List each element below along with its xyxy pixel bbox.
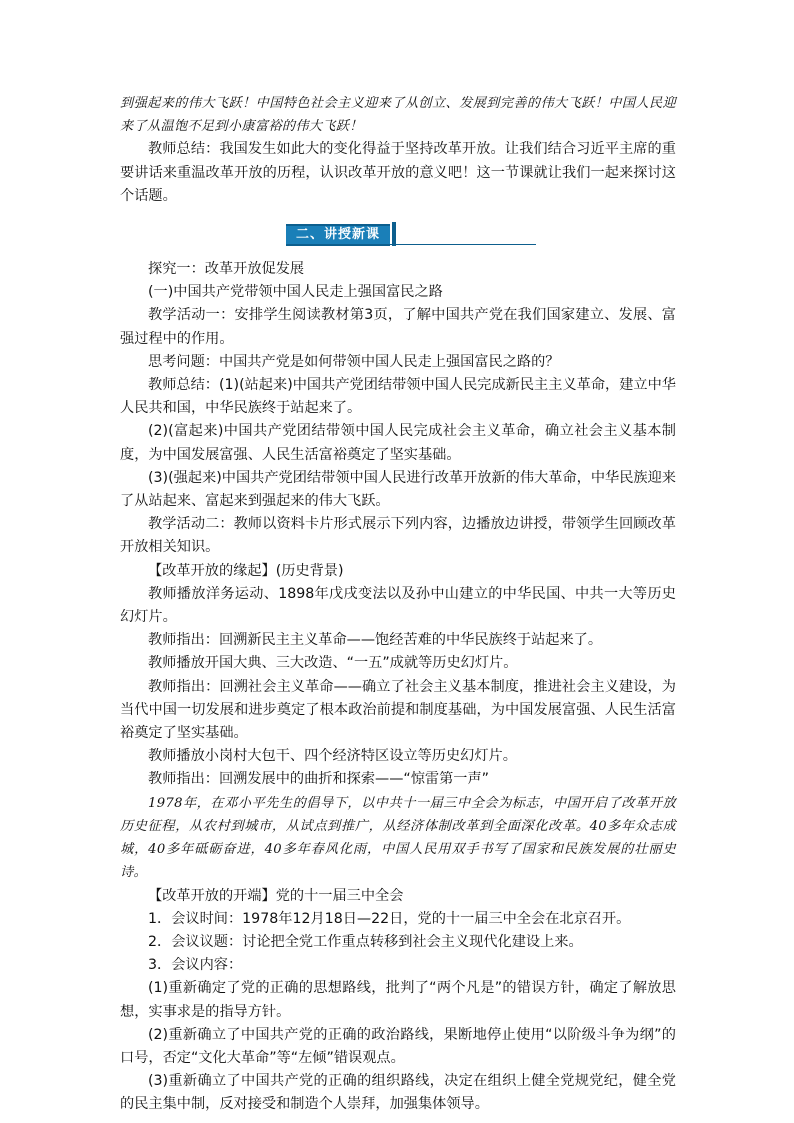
section-title: 二、讲授新课 — [286, 224, 390, 246]
paragraph: (2)重新确立了中国共产党的正确的政治路线，果断地停止使用“以阶级斗争为纲”的口号，否定“文化大革命”等“左倾”错误观点。 — [120, 1026, 676, 1066]
banner-bar-decoration — [392, 222, 396, 246]
paragraph: 教师指出：回溯新民主主义革命——饱经苦难的中华民族终于站起来了。 — [148, 632, 603, 649]
paragraph: 【改革开放的缘起】(历史背景) — [148, 562, 344, 579]
paragraph: 3．会议内容： — [148, 957, 243, 974]
paragraph: (一)中国共产党带领中国人民走上强国富民之路 — [148, 284, 443, 301]
paragraph: 教师总结：(1)(站起来)中国共产党团结带领中国人民完成新民主主义革命，建立中华人民共和国，中华民族终于站起来了。 — [120, 377, 676, 417]
paragraph: (1)重新确定了党的正确的思想路线，批判了“两个凡是”的错误方针，确定了解放思想，实事求是的指导方针。 — [120, 980, 676, 1020]
paragraph: 教师指出：回溯社会主义革命——确立了社会主义基本制度，推进社会主义建设，为当代中国一切发展和进步奠定了根本政治前提和制度基础，为中国发展富强、人民生活富裕奠定了坚实基础。 — [120, 678, 676, 742]
paragraph: 1．会议时间：1978年12月18日—22日，党的十一届三中全会在北京召开。 — [148, 910, 631, 927]
paragraph: 探究一：改革开放促发展 — [148, 261, 305, 278]
paragraph: 【改革开放的开端】党的十一届三中全会 — [148, 887, 404, 904]
intro-quote: 到强起来的伟大飞跃！中国特色社会主义迎来了从创立、发展到完善的伟大飞跃！中国人民迎来了从温饱不足到小康富裕的伟大飞跃！ — [120, 96, 676, 135]
paragraph: 思考问题：中国共产党是如何带领中国人民走上强国富民之路的？ — [148, 353, 560, 370]
document-page — [120, 92, 676, 1117]
paragraph: 教师播放开国大典、三大改造、“一五”成就等历史幻灯片。 — [148, 655, 518, 672]
paragraph: 教师播放洋务运动、1898年戊戌变法以及孙中山建立的中华民国、中共一大等历史幻灯片。 — [120, 585, 676, 626]
section-banner — [120, 212, 676, 252]
banner-underline — [286, 244, 536, 245]
paragraph: 教学活动一：安排学生阅读教材第3页，了解中国共产党在我们国家建立、发展、富强过程中的作用。 — [120, 307, 676, 347]
paragraph: 教师指出：回溯发展中的曲折和探索——“惊雷第一声” — [148, 771, 490, 788]
quote-1978: 1978年，在邓小平先生的倡导下，以中共十一届三中全会为标志，中国开启了改革开放历史征程，从农村到城市，从试点到推广，从经济体制改革到全面深化改革。40多年众志成城，40多年砥砺奋进，40多年春风化雨，中国人民用双手书写了国家和民族发展的壮丽史诗。 — [120, 795, 676, 881]
paragraph: 2．会议议题：讨论把全党工作重点转移到社会主义现代化建设上来。 — [148, 933, 583, 950]
intro-summary: 教师总结：我国发生如此大的变化得益于坚持改革开放。让我们结合习近平主席的重要讲话来重温改革开放的历程，认识改革开放的意义吧！这一节课就让我们一起来探讨这个话题。 — [120, 141, 676, 204]
paragraph: 教学活动二：教师以资料卡片形式展示下列内容，边播放边讲授，带领学生回顾改革开放相关知识。 — [120, 516, 676, 556]
paragraph: 教师播放小岗村大包干、四个经济特区设立等历史幻灯片。 — [148, 748, 517, 765]
paragraph: (2)(富起来)中国共产党团结带领中国人民完成社会主义革命，确立社会主义基本制度，为中国发展富强、人民生活富裕奠定了坚实基础。 — [120, 423, 676, 463]
paragraph: (3)重新确立了中国共产党的正确的组织路线，决定在组织上健全党规党纪，健全党的民主集中制，反对接受和制造个人崇拜，加强集体领导。 — [120, 1073, 676, 1113]
paragraph: (3)(强起来)中国共产党团结带领中国人民进行改革开放新的伟大革命，中华民族迎来了从站起来、富起来到强起来的伟大飞跃。 — [120, 469, 676, 510]
